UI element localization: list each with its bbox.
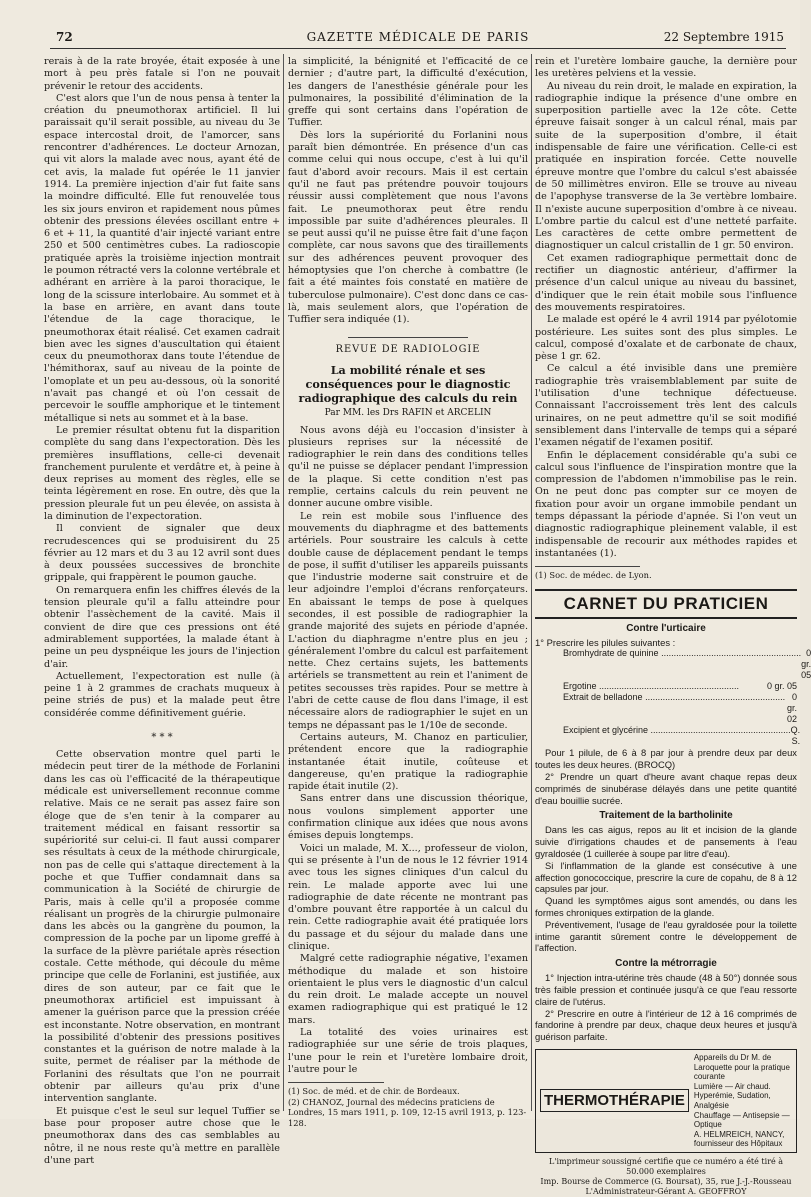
paragraph: Il convient de signaler que deux recrudescences qui se produisirent du 25 février au 12 mars et du 3 au 12 avril sont dues à deux poussées successives de bronchite grippale, qui frappèrent le poumon gauche. <box>44 523 280 584</box>
paragraph: Sans entrer dans une discussion théorique, nous voulons simplement apporter une confirmation clinique aux idées que nous avons émises depuis longtemps. <box>288 793 528 842</box>
paragraph: On remarquera enfin les chiffres élevés de la tension pleurale qu'il a fallu atteindre pour obtenir l'assèchement de la cavité. Mais il convient de dire que ces pressions ont été admirablement supportées, la malade étant à peine un peu dyspnéique les jours de l'injection d'air. <box>44 584 280 670</box>
paragraph: Malgré cette radiographie négative, l'examen méthodique du malade et son histoire orientaient le plus vers le diagnostic d'un calcul du rein droit. Le malade accepte un nouvel examen radiographique qui est pratiqué le 12 mars. <box>288 953 528 1026</box>
section-heading: REVUE DE RADIOLOGIE <box>335 343 481 355</box>
rx-item-name: Ergotine ..... <box>563 681 741 692</box>
paragraph: Le malade est opéré le 4 avril 1914 par pyélotomie postérieure. Les suites sont des plus simples. Le calcul, composé d'oxalate et de carbonate de chaux, pèse 1 gr. 62. <box>535 314 797 363</box>
rx-item <box>535 648 811 681</box>
ad-line: Appareils du Dr M. de Laroquette pour la pratique courante <box>693 1053 790 1082</box>
paragraph: rein et l'uretère lombaire gauche, la dernière pour les uretères pelviens et la vessie. <box>535 56 797 80</box>
column-2 <box>288 56 528 1128</box>
rx-paragraph: Si l'inflammation de la glande est consécutive à une affection gonococcique, prescrire la cure de copahu, de 8 à 12 capsules par jour. <box>535 859 797 895</box>
rx-item-name: Extrait de belladone ..... <box>563 692 785 725</box>
paragraph: Cet examen radiographique permettait donc de rectifier un diagnostic antérieur, d'affirmer la présence d'un calcul unique au niveau du bassinet, d'indiquer que le rein était mobile sous l'influence des mouvements respiratoires. <box>535 252 797 313</box>
rx-paragraph: 2° Prendre un quart d'heure avant chaque repas deux comprimés de sinubérase délayés dans une petite quantité d'eau bouillie sucrée. <box>535 771 797 806</box>
carnet-subheading: Contre la métrorragie <box>615 958 717 970</box>
rx-item-qty: Q. S. <box>790 725 801 747</box>
carnet-title: CARNET DU PRATICIEN <box>535 589 797 619</box>
column-rule <box>283 54 284 1111</box>
article-authors: Par MM. les Drs RAFIN et ARCELIN <box>324 407 492 418</box>
ad-brand: THERMOTHÉRAPIE <box>540 1089 689 1112</box>
carnet-subheading: Contre l'urticaire <box>626 622 706 634</box>
paragraph: rerais à de la rate broyée, était exposée à une mort à peu près fatale si l'on ne pouvait prévenir le retour des accidents. <box>44 56 280 92</box>
issue-date: 22 Septembre 1915 <box>663 30 784 44</box>
carnet-subheading: Traitement de la bartholinite <box>599 810 733 822</box>
rx-item <box>535 681 797 692</box>
rx-item <box>535 692 797 725</box>
paragraph: Ce calcul a été invisible dans une première radiographie très vraisemblablement par suite de l'utilisation d'une technique défectueuse. Connaissant l'accroissement très lent des calculs urinaires, on ne peut admettre qu'il se soit modifié sensiblement dans l'intervalle de temps qui a séparé l'examen négatif de l'examen positif. <box>535 363 797 449</box>
rx-paragraph: 2° Prescrire en outre à l'intérieur de 12 à 16 comprimés de fandorine à prendre par deux, chaque deux heures et jusqu'à guérison parfaite. <box>535 1007 797 1043</box>
rx-item-name: Excipient et glycérine ..... <box>563 725 791 747</box>
footnote-rule <box>535 566 640 567</box>
paragraph: Actuellement, l'expectoration est nulle (à peine 1 à 2 grammes de crachats muqueux à peine striés de pus) et la malade peut être considérée comme définitivement guérie. <box>44 670 280 719</box>
footnote: (2) CHANOZ, Journal des médecins praticiens de Londres, 15 mars 1911, p. 109, 12-15 avril 1913, p. 123-128. <box>288 1096 527 1128</box>
ad-line: A. HELMREICH, NANCY, fournisseur des Hôpitaux <box>693 1129 785 1149</box>
rx-paragraph: 1° Injection intra-utérine très chaude (48 à 50°) donnée sous très faible pression et continuée jusqu'à ce que l'eau ressorte claire de l'utérus. <box>535 972 797 1007</box>
footnote: (1) Soc. de méd. et de chir. de Bordeaux. <box>288 1086 460 1097</box>
rx-paragraph: Dans les cas aigus, repos au lit et incision de la glande suivie d'irrigations chaudes et de pansements à l'eau gyraldosée (1 cuillerée à soupe par litre d'eau). <box>535 824 797 860</box>
rx-item-qty: 0 gr. 02 <box>786 692 797 725</box>
advertisement <box>535 1049 797 1153</box>
paragraph: Nous avons déjà eu l'occasion d'insister à plusieurs reprises sur la nécessité de radiographier le rein dans des conditions telles qu'il ne puisse se déplacer pendant l'impression de la plaque. Si cette condition n'est pas remplie, certains calculs du rein peuvent ne donner aucune ombre visible. <box>288 424 528 510</box>
rx-item-qty: 0 gr. 05 <box>801 648 811 681</box>
section-divider-stars: * * * <box>151 732 173 744</box>
paragraph: Enfin le déplacement considérable qu'a subi ce calcul sous l'influence de l'inspiration montre que la compression de l'abdomen n'immobilise pas le rein. On ne peut donc pas compter sur ce moyen de fixation pour avoir un organe immobile pendant un temps dépassant la période d'apnée. Si l'on veut un diagnostic radiographique pleinement valable, il est indispensable de recourir aux méthodes rapides et instantanées (1). <box>535 449 797 559</box>
rx-paragraph: Préventivement, l'usage de l'eau gyraldosée pour la toilette intime garantit sûrement contre le développement de l'affection. <box>535 918 797 954</box>
paragraph: Dès lors la supériorité du Forlanini nous paraît bien démontrée. En présence d'un cas comme celui qui nous occupe, c'est à lui qu'il faut d'abord avoir recours. Mais il est certain qu'il ne faut pas prétendre pouvoir toujours réussir aussi complètement que nous l'avons fait. Le pneumothorax peut être rendu impossible par suite d'adhérences pleurales. Il se peut aussi qu'il ne puisse être fait d'une façon complète, car nous savons que des tiraillements sur des adhérences peuvent provoquer des hémoptysies que l'on cherche à combattre (le fait a été maintes fois constaté en matière de tuberculose pulmonaire). C'est donc dans ce cas-là, mais seulement alors, que l'opération de Tuffier sera indiquée (1). <box>288 129 528 326</box>
column-1 <box>44 56 280 1166</box>
imprint-line: Imp. Bourse de Commerce (G. Boursat), 35, rue J.-J.-Rousseau <box>540 1176 792 1186</box>
paragraph: Cette observation montre quel parti le médecin peut tirer de la méthode de Forlanini dans les cas où l'efficacité de la thérapeutique médicale est universellement reconnue comme relative. Mais ce ne serait pas assez faire son éloge que de s'en tenir à la comparer au traitement médical en faisant ressortir sa supériorité sur celui-ci. Il faut aussi comparer ses résultats à ceux de la méthode chirurgicale, non pas de celle qui s'attaque directement à la poche et que Tuffier condamnait dans sa communication à la Société de chirurgie de Paris, mais à celle qu'il a proposée comme réalisant un progrès de la chirurgie pulmonaire dans les abcès ou la gangrène du poumon, la compression de la poche par un lipome greffé à la surface de la plèvre pariétale après résection costale. Cette méthode, qui découle du même principe que celle de Forlanini, est justifiée, aux dires de son auteur, par ce fait que le pneumothorax artificiel est impuissant à amener la guérison parce que la pression créée est inconstante. Notre observation, en montrant la possibilité d'obtenir des pressions positives constantes et la guérison de notre malade à la suite, permet de réaliser par la méthode de Forlanini des résultats que l'on ne pourrait obtenir par ailleurs qu'au prix d'une intervention sanglante. <box>44 749 280 1105</box>
paragraph: Et puisque c'est le seul sur lequel Tuffier se base pour proposer autre chose que le pneumothorax dans des cas semblables au nôtre, il ne nous reste qu'à mettre en parallèle d'une part <box>44 1105 280 1166</box>
rx-item-qty: 0 gr. 05 <box>766 681 797 692</box>
paragraph: Voici un malade, M. X..., professeur de violon, qui se présente à l'un de nous le 12 février 1914 avec tous les signes cliniques d'un calcul du rein. Le malade apporte avec lui une radiographie de date récente ne montrant pas d'ombre pouvant être rapportée à un calcul du rein. Cette radiographie avait été pratiquée lors du passage et du séjour du malade dans une clinique. <box>288 842 528 952</box>
page-header <box>50 30 786 49</box>
ad-line: Chauffage — Antisepsie — Optique <box>693 1110 790 1130</box>
ad-line: Lumière — Air chaud. Hyperémie, Sudation, Analgésie <box>693 1081 771 1110</box>
paragraph: La totalité des voies urinaires est radiographiée sur une série de trois plaques, l'une pour le rein et l'uretère lombaire droit, l'autre pour le <box>288 1027 528 1075</box>
rx-paragraph: Pour 1 pilule, de 6 à 8 par jour à prendre deux par deux toutes les deux heures. (BROCQ) <box>535 747 797 771</box>
paragraph: la simplicité, la bénignité et l'efficacité de ce dernier ; d'autre part, la difficulté d'exécution, les dangers de l'anesthésie générale pour les pulmonaires, la possibilité d'élimination de la greffe qui sont certains dans l'opération de Tuffier. <box>288 56 528 129</box>
imprint-line: L'Administrateur-Gérant A. GEOFFROY <box>585 1186 747 1196</box>
footnote-rule <box>288 1082 384 1083</box>
paragraph: C'est alors que l'un de nous pensa à tenter la création du pneumothorax artificiel. Il lui paraissait qu'il serait possible, au niveau du 3e espace intercostal droit, de l'amorcer, sans rencontrer d'adhérences. Le docteur Arnozan, qui vit alors la malade avec nous, ayant été de cet avis, la malade fut opérée le 11 janvier 1914. La première injection d'air fut faite sans la moindre difficulté. Elle fut renouvelée tous les six jours environ et rapidement nous pûmes obtenir des pressions élevées oscillant entre + 6 et + 11, la quantité d'air injecté variant entre 250 et 500 centimètres cubes. La radioscopie pratiquée après la troisième injection montrait le poumon rétracté vers la colonne vertébrale et adhérant en arrière à la paroi thoracique, le long de la scissure interlobaire. Au sommet et à la base en arrière, en avant dans toute l'étendue de la cage thoracique, le pneumothorax était réalisé. Cet examen cadrait bien avec les signes d'auscultation qui étaient ceux du pneumothorax dans toute l'étendue de l'hémithorax, sauf au niveau de la pointe de l'omoplate et un peu au-dessous, où la sonorité n'avait pas changé et où l'on cessait de percevoir le souffle amphorique et le tintement métallique si nets au sommet et à la base. <box>44 92 280 424</box>
paragraph: Certains auteurs, M. Chanoz en particulier, prétendent encore que la radiographie instantanée était inutile, coûteuse et dangereuse, qu'en pratique la radiographie rapide était inutile (2). <box>288 731 528 793</box>
rx-item-name: Bromhydrate de quinine ..... <box>563 648 801 681</box>
column-3 <box>535 56 811 1196</box>
divider <box>348 337 468 338</box>
paragraph: Le premier résultat obtenu fut la disparition complète du sang dans l'expectoration. Dès les premières insufflations, celle-ci devenait franchement purulente et verdâtre et, à peine à deux reprises au moment des règles, elle se teinta légèrement en rose. En outre, dès que la pression pleurale fut un peu élevée, on assista à la diminution de l'expectoration. <box>44 424 280 522</box>
paragraph: Au niveau du rein droit, le malade en expiration, la radiographie indique la présence d'une ombre en superposition partielle avec la 12e côte. Cette épreuve faisait songer à un calcul rénal, mais par suite de la superposition d'ombre, il était indispensable de faire une vérification. Celle-ci est pratiquée en inspiration forcée. Cette nouvelle épreuve montre que l'ombre du calcul s'est abaissée de 50 millimètres environ. Elle se trouve au niveau de l'apophyse transverse de la 3e vertèbre lombaire. Il n'existe aucune superposition d'ombre à ce niveau. L'ombre partie du calcul est d'une netteté parfaite. Les caractères de cette ombre permettent de diagnostiquer un calcul cristallin de 1 gr. 50 environ. <box>535 80 797 252</box>
page-number: 72 <box>56 30 73 44</box>
footnote: (1) Soc. de médec. de Lyon. <box>535 570 652 581</box>
rx-item <box>535 725 801 747</box>
paragraph: Le rein est mobile sous l'influence des mouvements du diaphragme et des battements artériels. Pour soustraire les calculs à cette double cause de déplacement pendant le temps de pose, il suffit d'utiliser les appareils puissants que l'industrie moderne sait construire et de leur adjoindre l'emploi d'écrans renforçateurs. En abaissant le temps de pose à quelques secondes, il est possible de radiographier la grande majorité des sujets en période d'apnée. L'action du diaphragme n'entre plus en jeu ; généralement l'ombre du calcul est parfaitement nette. Chez certains sujets, les battements artériels se transmettent au rein et l'animent de petites secousses très rapides. Pour se mettre à l'abri de cette cause de flou dans l'image, il est nécessaire alors de radiographier le sujet en un temps ne dépassant pas le 1/10e de seconde. <box>288 510 528 731</box>
imprint-line: L'imprimeur soussigné certifie que ce numéro a été tiré à 50.000 exemplaires <box>548 1156 784 1176</box>
rx-intro: 1° Prescrire les pilules suivantes : <box>535 636 676 648</box>
rx-paragraph: Quand les symptômes aigus sont amendés, ou dans les formes chroniques extirpation de la glande. <box>535 895 797 919</box>
column-rule <box>531 54 532 1111</box>
article-title: La mobilité rénale et ses conséquences pour le diagnostic radiographique des calculs du rein <box>298 362 518 405</box>
journal-title: GAZETTE MÉDICALE DE PARIS <box>306 30 530 44</box>
